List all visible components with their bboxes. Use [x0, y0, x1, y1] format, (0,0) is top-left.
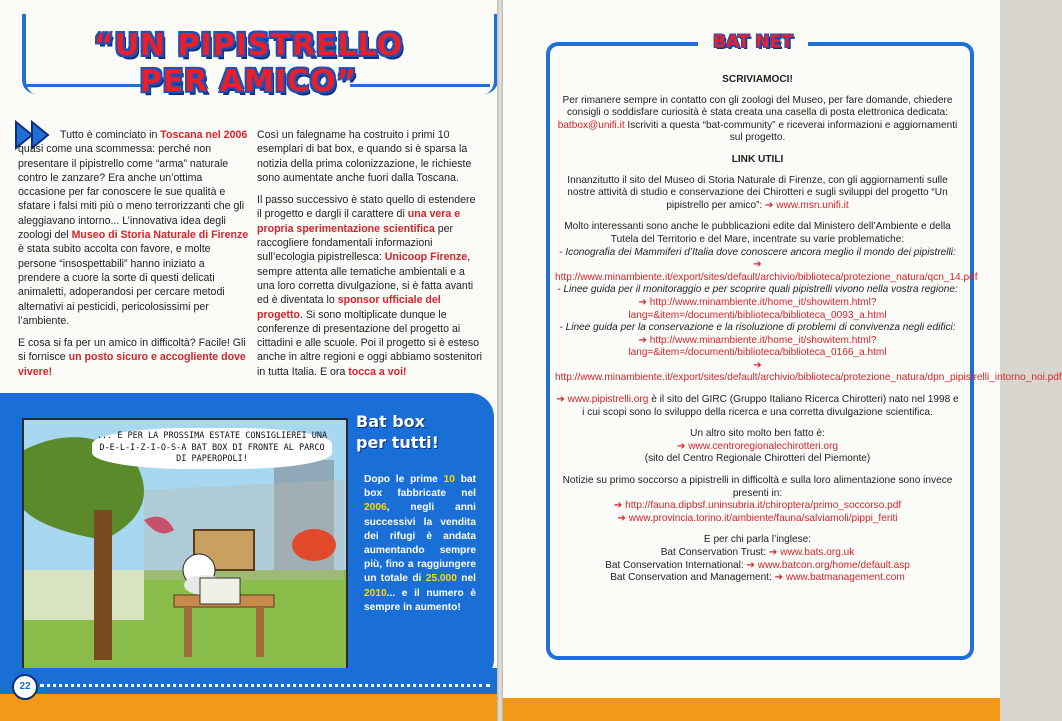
text-run: , sempre attenta alle tematiche ambientali e a una loro corretta divulgazione, si è fatta avanti ed è diventata lo — [257, 251, 474, 307]
text-run: nel — [456, 573, 476, 585]
footer-bar — [503, 698, 1000, 721]
text-run[interactable]: ➔ www.batcon.org/home/default.asp — [746, 559, 910, 571]
text-run: E cosa si fa per un amico in difficoltà? Facile! Gli si fornisce — [18, 337, 246, 364]
text-run[interactable]: ➔ http://www.minambiente.it/home_it/showitem.html?lang=&item=/documenti/biblioteca/biblioteca_0166_a.html — [628, 334, 887, 359]
text-run[interactable]: batbox@unifi.it — [557, 119, 625, 131]
article-paragraph — [257, 128, 483, 185]
link-paragraph — [555, 534, 960, 584]
text-run: 2006 — [364, 502, 387, 514]
text-run: - Linee guida per la conservazione e la risoluzione di problemi di convivenza negli edifici: — [559, 322, 956, 334]
link-paragraph — [555, 221, 1062, 385]
text-run: Bat Conservation and Management: — [610, 572, 775, 584]
text-run: Notizie su primo soccorso a pipistrelli in difficoltà e sulla loro alimentazione sono invece presenti in: — [562, 475, 953, 499]
text-run[interactable]: ➔ http://www.minambiente.it/home_it/showitem.html?lang=&item=/documenti/biblioteca/biblioteca_0093_a.html — [628, 296, 887, 321]
text-run: è stata subito accolta con favore, e molte persone “insospettabili” hanno iniziato a prendere a cuore la sorte di questi delicati animaletti, adoperandosi per cercare metodi alternativi ai pesticidi, pericolosissimi per l’ambiente. — [18, 243, 225, 327]
text-run: - Linee guida per il monitoraggio e per scoprire quali pipistrelli vivono nella vostra regione: — [557, 284, 958, 296]
article-paragraph — [18, 128, 250, 328]
text-run: quasi come una scommessa: perché non presentare il pipistrello come “arma” naturale contro le zanzare? Era anche un’ottima occasione per far conoscere le sue qualità e sfatare i falsi miti più o meno terrorizzanti che gli aleggiavano intorno... L’innovativa idea degli zoologi del — [18, 143, 245, 242]
text-run[interactable]: ➔ http://fauna.dipbsf.uninsubria.it/chiroptera/primo_soccorso.pdf — [613, 500, 902, 512]
text-run: , negli anni successivi la vendita dei rifugi è andata aumentando sempre più, fino a raggiungere un totale di — [364, 502, 476, 585]
text-run: 10 — [443, 474, 455, 485]
text-run: Iscriviti a questa “bat-community” e riceverai informazioni e aggiornamenti sul progetto. — [624, 119, 958, 144]
text-run: Il passo successivo è stato quello di estendere il progetto e dargli il carattere di — [257, 194, 476, 221]
text-run[interactable]: ➔ http://www.minambiente.it/export/sites/default/archivio/biblioteca/protezione_natura/dpn_pipistrelli_intorno_noi.pdf — [555, 359, 1062, 384]
text-run[interactable]: ➔ www.msn.unifi.it — [765, 199, 849, 211]
text-run: Per rimanere sempre in contatto con gli zoologi del Museo, per fare domande, chiedere consigli o soddisfare curiosità è stata creata una casella di posta elettronica dedicata: — [562, 94, 953, 119]
batbox-title-line2: per tutti! — [356, 433, 439, 452]
article-paragraph — [257, 193, 483, 379]
article-column-1 — [18, 128, 250, 387]
section-title-link-utili: LINK UTILI — [731, 153, 784, 165]
text-run: è il sito del GIRC (Gruppo Italiano Ricerca Chirotteri) nato nel 1998 e i cui scopi sono lo sviluppo della ricerca e una corretta divulgazione scientifica. — [582, 394, 959, 418]
text-run: sponsor ufficiale del progetto — [257, 294, 441, 321]
section-title-scriviamoci: SCRIVIAMOCI! — [722, 74, 793, 85]
footer-dots — [40, 684, 490, 689]
footer-blue-band — [0, 668, 497, 694]
link-paragraph — [555, 475, 960, 525]
speech-bubble: ... E PER LA PROSSIMA ESTATE CONSIGLIEREI UNA D-E-L-I-Z-I-O-S-A BAT BOX DI FRONTE AL PARCO DI PAPEROPOLI! — [92, 428, 332, 469]
right-page — [503, 0, 1062, 721]
text-run: Museo di Storia Naturale di Firenze — [71, 229, 249, 242]
text-run: per raccogliere fondamentali informazioni sull’ecologia pipistrellesca: — [257, 222, 454, 264]
text-run: 2010 — [364, 587, 387, 599]
scriviamoci-paragraph — [555, 95, 960, 145]
text-run: Dopo le prime — [364, 474, 444, 485]
text-run: Unicoop Firenze — [384, 251, 468, 264]
text-run: una vera e propria sperimentazione scientifica — [257, 208, 461, 235]
text-run[interactable]: ➔ http://www.minambiente.it/export/sites/default/archivio/biblioteca/protezione_natura/qcn_14.pdf — [555, 259, 978, 283]
comic-illustration — [22, 418, 348, 672]
text-run[interactable]: ➔ www.bats.org.uk — [768, 547, 855, 558]
text-run: ... e il numero è sempre in aumento! — [364, 587, 476, 613]
batbox-title-line1: Bat box — [356, 412, 425, 431]
article-column-2 — [257, 128, 483, 387]
footer-bar — [0, 692, 497, 721]
text-run: - Iconografia dei Mammiferi d’Italia dove conoscere ancora meglio il mondo dei pipistrelli: — [559, 246, 956, 258]
text-run[interactable]: ➔ www.provincia.torino.it/ambiente/fauna/salviamoli/pippi_feriti — [617, 512, 898, 524]
link-paragraph — [555, 394, 960, 419]
link-paragraph — [555, 175, 960, 213]
text-run: Toscana nel 2006 — [160, 129, 248, 141]
text-run: 25.000 — [425, 573, 457, 585]
text-run: (sito del Centro Regionale Chirotteri del Piemonte) — [644, 453, 871, 465]
text-run: bat box fabbricate nel — [364, 474, 476, 500]
text-run: Bat Conservation Trust: — [660, 547, 769, 558]
batnet-header: BAT NET — [698, 32, 808, 54]
link-paragraph — [555, 428, 960, 466]
text-run: un posto sicuro e accogliente dove vivere! — [18, 351, 246, 378]
text-run: E per chi parla l’inglese: — [703, 534, 812, 546]
text-run[interactable]: ➔ www.centroregionalechirotteri.org — [676, 440, 839, 452]
text-run: Innanzitutto il sito del Museo di Storia Naturale di Firenze, con gli aggiornamenti sulle nostre attività di studio e conservazione dei Chirotteri e sugli sviluppi del progetto “Un pipistrello per amico”: — [567, 174, 948, 211]
page-title-line2: PER AMICO” — [139, 64, 358, 99]
text-run: tocca a voi! — [348, 365, 407, 378]
text-run: Bat Conservation International: — [605, 559, 747, 571]
text-run: Un altro sito molto ben fatto è: — [690, 428, 825, 440]
left-page — [0, 0, 497, 721]
page-title-line1: “UN PIPISTRELLO — [93, 28, 404, 63]
text-run: Così un falegname ha costruito i primi 10 esemplari di bat box, e quando si è sparsa la notizia della prima colonizzazione, le richieste sono aumentate anche fuori dalla Toscana. — [257, 129, 472, 184]
batnet-content — [555, 74, 1062, 594]
page-number: 22 — [12, 674, 38, 700]
text-run[interactable]: ➔ www.pipistrelli.org — [556, 394, 649, 406]
text-run: Tutto è cominciato in — [60, 129, 161, 141]
batbox-text — [364, 473, 476, 615]
text-run: . Si sono moltiplicate dunque le conferenze di presentazione del progetto ai cittadini e alle scuole. Poi il progetto si è esteso anche in altre regioni e oggi abbiamo sostenitori in tutta Italia. E ora — [257, 308, 482, 378]
article-paragraph — [18, 336, 250, 379]
text-run: Molto interessanti sono anche le pubblicazioni edite dal Ministero dell’Ambiente e della Tutela del Territorio e del Mare, incentrate su varie problematiche: — [564, 221, 951, 245]
text-run[interactable]: ➔ www.batmanagement.com — [774, 572, 905, 584]
